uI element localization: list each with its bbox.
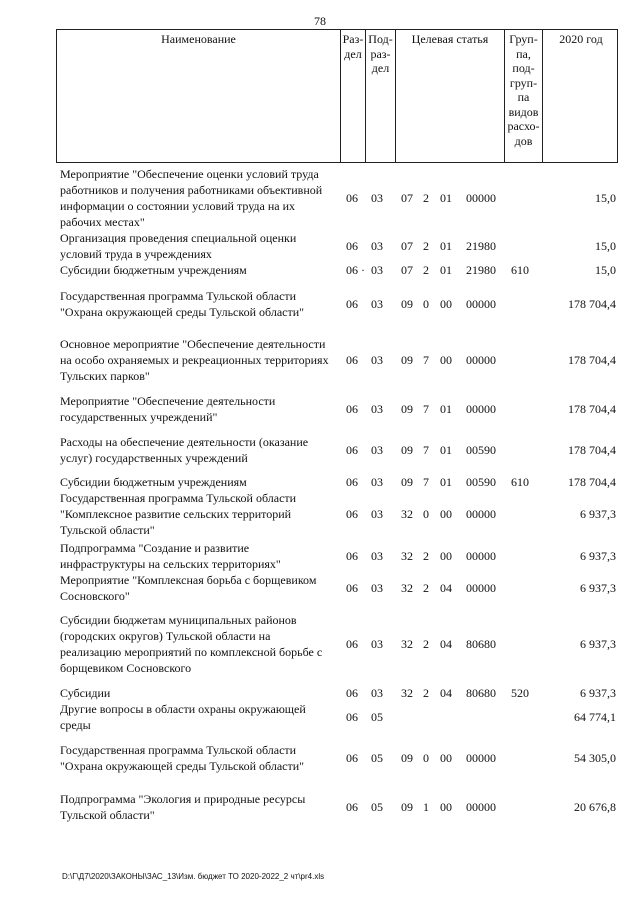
row-direction: 00000: [466, 751, 496, 765]
row-razdel: 06: [346, 637, 358, 651]
table-header: [56, 29, 618, 163]
row-subprogram: 2: [423, 191, 429, 205]
row-program: 09: [401, 751, 413, 765]
row-podrazdel: 03: [371, 507, 383, 521]
row-subprogram: 2: [423, 686, 429, 700]
row-razdel: 06: [346, 751, 358, 765]
row-name: Субсидии бюджетным учреждениям: [60, 263, 247, 277]
row-subprogram: 2: [423, 239, 429, 253]
row-sum: 64 774,1: [574, 710, 616, 724]
row-podrazdel: 03: [371, 402, 383, 416]
row-name: Мероприятие "Обеспечение деятельности государственных учреждений": [60, 394, 276, 424]
row-podrazdel: 03: [371, 239, 383, 253]
row-podrazdel: 03: [371, 475, 383, 489]
header-target-article: Целевая статья: [396, 30, 505, 162]
header-name: Наименование: [57, 30, 341, 162]
row-razdel: 06: [346, 443, 358, 457]
row-name: Основное мероприятие "Обеспечение деятельности на особо охраняемых и рекреационных территориях Тульских парков": [60, 337, 329, 383]
row-program: 09: [401, 443, 413, 457]
row-razdel: 06: [346, 710, 358, 724]
row-razdel: 06 ·: [346, 263, 365, 277]
row-razdel: 06: [346, 475, 358, 489]
row-program: 32: [401, 686, 413, 700]
row-event: 01: [440, 191, 452, 205]
row-sum: 178 704,4: [568, 475, 616, 489]
row-sum: 20 676,8: [574, 800, 616, 814]
row-group: 610: [511, 263, 529, 277]
row-name: Субсидии бюджетам муниципальных районов (городских округов) Тульской области на реализацию мероприятий по комплексной борьбе с борщевиком Сосновского: [60, 613, 323, 675]
header-podrazdel: Под- раз- дел: [366, 30, 396, 162]
row-direction: 21980: [466, 263, 496, 277]
row-podrazdel: 03: [371, 581, 383, 595]
row-razdel: 06: [346, 581, 358, 595]
row-event: 01: [440, 239, 452, 253]
row-event: 00: [440, 800, 452, 814]
row-podrazdel: 03: [371, 549, 383, 563]
row-podrazdel: 05: [371, 710, 383, 724]
row-subprogram: 0: [423, 297, 429, 311]
row-subprogram: 7: [423, 475, 429, 489]
row-subprogram: 7: [423, 443, 429, 457]
row-event: 01: [440, 475, 452, 489]
row-program: 09: [401, 297, 413, 311]
row-direction: 00590: [466, 475, 496, 489]
row-subprogram: 2: [423, 263, 429, 277]
row-program: 09: [401, 475, 413, 489]
row-podrazdel: 03: [371, 263, 383, 277]
row-direction: 00000: [466, 507, 496, 521]
row-event: 04: [440, 637, 452, 651]
row-event: 04: [440, 686, 452, 700]
row-podrazdel: 03: [371, 443, 383, 457]
row-name: Государственная программа Тульской области "Охрана окружающей среды Тульской области": [60, 743, 305, 773]
row-subprogram: 2: [423, 581, 429, 595]
row-name: Другие вопросы в области охраны окружающей среды: [60, 702, 306, 732]
row-podrazdel: 03: [371, 353, 383, 367]
header-razdel: Раз- дел: [341, 30, 366, 162]
row-event: 04: [440, 581, 452, 595]
row-program: 32: [401, 581, 413, 595]
row-event: 00: [440, 297, 452, 311]
row-direction: 00000: [466, 800, 496, 814]
row-sum: 178 704,4: [568, 443, 616, 457]
row-sum: 6 937,3: [580, 637, 616, 651]
row-sum: 54 305,0: [574, 751, 616, 765]
row-subprogram: 0: [423, 751, 429, 765]
row-name: Организация проведения специальной оценки условий труда в учреждениях: [60, 231, 297, 261]
row-razdel: 06: [346, 507, 358, 521]
file-path-footer: D:\Г\Д7\2020\ЗАКОНЫ\ЗАС_13\Изм. бюджет ТО 2020-2022_2 чт\pr4.xls: [62, 872, 325, 881]
row-subprogram: 7: [423, 402, 429, 416]
row-razdel: 06: [346, 353, 358, 367]
row-program: 09: [401, 402, 413, 416]
row-program: 07: [401, 263, 413, 277]
row-podrazdel: 03: [371, 637, 383, 651]
row-name: Субсидии: [60, 686, 111, 700]
row-subprogram: 2: [423, 637, 429, 651]
row-program: 07: [401, 239, 413, 253]
row-event: 00: [440, 549, 452, 563]
row-razdel: 06: [346, 191, 358, 205]
row-event: 00: [440, 751, 452, 765]
row-razdel: 06: [346, 239, 358, 253]
row-direction: 21980: [466, 239, 496, 253]
row-program: 09: [401, 800, 413, 814]
row-podrazdel: 03: [371, 686, 383, 700]
row-sum: 178 704,4: [568, 402, 616, 416]
row-name: Государственная программа Тульской области "Комплексное развитие сельских территорий Тульской области": [60, 491, 297, 537]
row-subprogram: 1: [423, 800, 429, 814]
row-sum: 6 937,3: [580, 581, 616, 595]
row-sum: 15,0: [595, 263, 616, 277]
row-direction: 00000: [466, 353, 496, 367]
row-event: 01: [440, 443, 452, 457]
row-name: Государственная программа Тульской области "Охрана окружающей среды Тульской области": [60, 289, 305, 319]
row-direction: 00590: [466, 443, 496, 457]
row-event: 01: [440, 402, 452, 416]
row-name: Расходы на обеспечение деятельности (оказание услуг) государственных учреждений: [60, 435, 309, 465]
row-podrazdel: 05: [371, 751, 383, 765]
row-group: 610: [511, 475, 529, 489]
row-program: 32: [401, 637, 413, 651]
row-sum: 178 704,4: [568, 353, 616, 367]
row-razdel: 06: [346, 297, 358, 311]
row-subprogram: 2: [423, 549, 429, 563]
row-subprogram: 0: [423, 507, 429, 521]
row-sum: 6 937,3: [580, 507, 616, 521]
row-direction: 00000: [466, 297, 496, 311]
row-podrazdel: 03: [371, 297, 383, 311]
row-program: 32: [401, 549, 413, 563]
row-podrazdel: 05: [371, 800, 383, 814]
row-sum: 15,0: [595, 239, 616, 253]
row-subprogram: 7: [423, 353, 429, 367]
row-sum: 6 937,3: [580, 549, 616, 563]
header-group: Груп- па, под- груп- па видов расхо- дов: [505, 30, 543, 162]
page-number: 78: [314, 14, 326, 28]
row-name: Мероприятие "Комплексная борьба с борщевиком Сосновского": [60, 573, 317, 603]
row-group: 520: [511, 686, 529, 700]
row-event: 00: [440, 353, 452, 367]
row-program: 07: [401, 191, 413, 205]
row-event: 01: [440, 263, 452, 277]
row-name: Мероприятие "Обеспечение оценки условий труда работников и получения работниками объективной информации о состоянии условий труда на их рабочих местах": [60, 167, 323, 229]
row-direction: 00000: [466, 402, 496, 416]
row-razdel: 06: [346, 686, 358, 700]
row-razdel: 06: [346, 402, 358, 416]
row-direction: 80680: [466, 686, 496, 700]
row-event: 00: [440, 507, 452, 521]
row-name: Подпрограмма "Экология и природные ресурсы Тульской области": [60, 792, 306, 822]
row-razdel: 06: [346, 800, 358, 814]
row-direction: 00000: [466, 191, 496, 205]
row-direction: 80680: [466, 637, 496, 651]
row-sum: 178 704,4: [568, 297, 616, 311]
row-podrazdel: 03: [371, 191, 383, 205]
header-year: 2020 год: [559, 32, 603, 46]
row-name: Субсидии бюджетным учреждениям: [60, 475, 247, 489]
row-program: 32: [401, 507, 413, 521]
row-sum: 6 937,3: [580, 686, 616, 700]
row-name: Подпрограмма "Создание и развитие инфраструктуры на сельских территориях": [60, 541, 281, 571]
row-razdel: 06: [346, 549, 358, 563]
row-direction: 00000: [466, 549, 496, 563]
row-sum: 15,0: [595, 191, 616, 205]
row-direction: 00000: [466, 581, 496, 595]
row-program: 09: [401, 353, 413, 367]
